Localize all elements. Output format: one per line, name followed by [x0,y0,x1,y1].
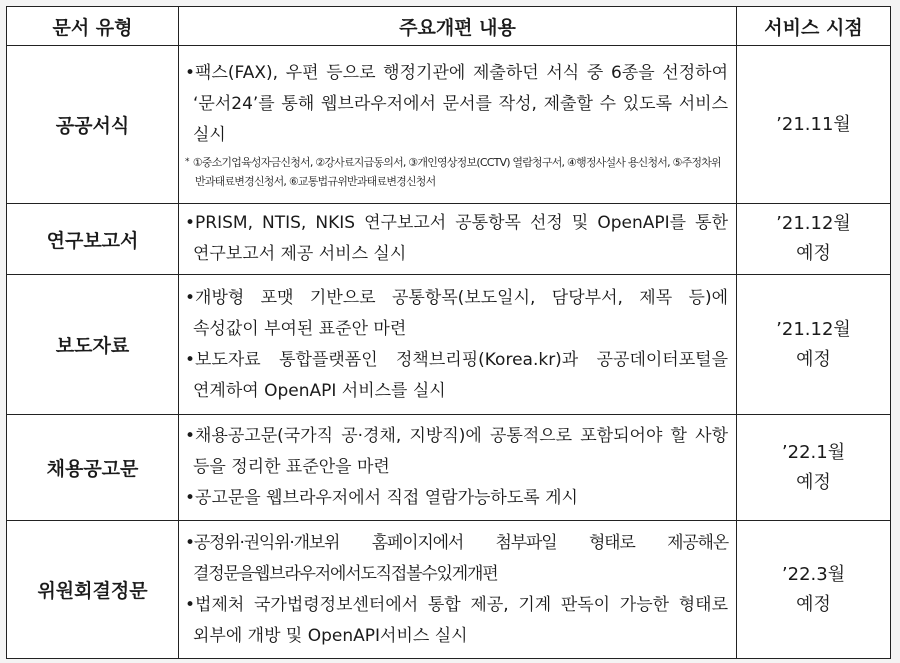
service-status: 예정 [796,348,831,370]
table-row [7,521,891,659]
table-header-row [7,7,891,46]
row-document-type: 공공서식 [7,46,179,204]
content-bullet: •개방형 포맷 기반으로 공통항목(보도일시, 담당부서, 제목 등)에 속성값이 부여된 표준안 마련 [185,287,728,339]
header-document-type: 문서 유형 [7,7,179,46]
content-bullet: •법제처 국가법령정보센터에서 통합 제공, 기계 판독이 가능한 형태로 외부에 개방 및 OpenAPI서비스 실시 [185,594,728,646]
row-content [179,521,737,659]
row-content [179,275,737,415]
service-date: ’21.11월 [776,113,851,135]
row-service-time [737,415,891,521]
service-date: ’21.12월 [776,318,851,340]
row-service-time [737,46,891,204]
service-status: 예정 [796,593,831,615]
table-row [7,415,891,521]
service-date: ’22.1월 [781,441,846,463]
table-row [7,275,891,415]
header-main-changes: 주요개편 내용 [179,7,737,46]
row-document-type: 위원회결정문 [7,521,179,659]
header-service-time: 서비스 시점 [737,7,891,46]
row-service-time [737,275,891,415]
service-table [6,6,891,659]
row-document-type: 채용공고문 [7,415,179,521]
row-content [179,204,737,275]
service-date: ’21.12월 [776,213,851,234]
row-document-type: 연구보고서 [7,204,179,275]
content-bullet: •채용공고문(국가직 공·경채, 지방직)에 공통적으로 포함되어야 할 사항 등을 정리한 표준안을 마련 [185,426,728,477]
table-row [7,46,891,204]
row-service-time [737,521,891,659]
content-bullet: •공정위·권익위·개보위 홈페이지에서 첨부파일 형태로 제공해온 결정문을웹브라우저에서도직접볼수있게개편 [185,532,728,584]
content-bullet: •공고문을 웹브라우저에서 직접 열람가능하도록 게시 [185,488,578,508]
row-service-time [737,204,891,275]
table-row [7,204,891,275]
footnote [185,153,728,191]
row-document-type: 보도자료 [7,275,179,415]
footnote-mark: * [185,157,189,167]
service-status: 예정 [796,243,831,264]
service-date: ’22.3월 [781,563,846,585]
service-table-container [6,6,890,656]
content-bullet: •팩스(FAX), 우편 등으로 행정기관에 제출하던 서식 중 6종을 선정하여 ‘문서24’를 통해 웹브라우저에서 문서를 작성, 제출할 수 있도록 서비스 실시 [185,63,728,145]
row-content [179,46,737,204]
service-status: 예정 [796,471,831,493]
content-bullet: •PRISM, NTIS, NKIS 연구보고서 공통항목 선정 및 OpenAPI를 통한 연구보고서 제공 서비스 실시 [185,213,728,264]
footnote-text: ①중소기업육성자금신청서, ②강사료지급동의서, ③개인영상정보(CCTV) 열람청구서, ④행정사설사 용신청서, ⑤주정차위반과태료변경신청서, ⑥교통법규위반과태료변경신청서 [192,156,721,188]
row-content [179,415,737,521]
content-bullet: •보도자료 통합플랫폼인 정책브리핑(Korea.kr)과 공공데이터포털을 연계하여 OpenAPI 서비스를 실시 [185,349,728,401]
